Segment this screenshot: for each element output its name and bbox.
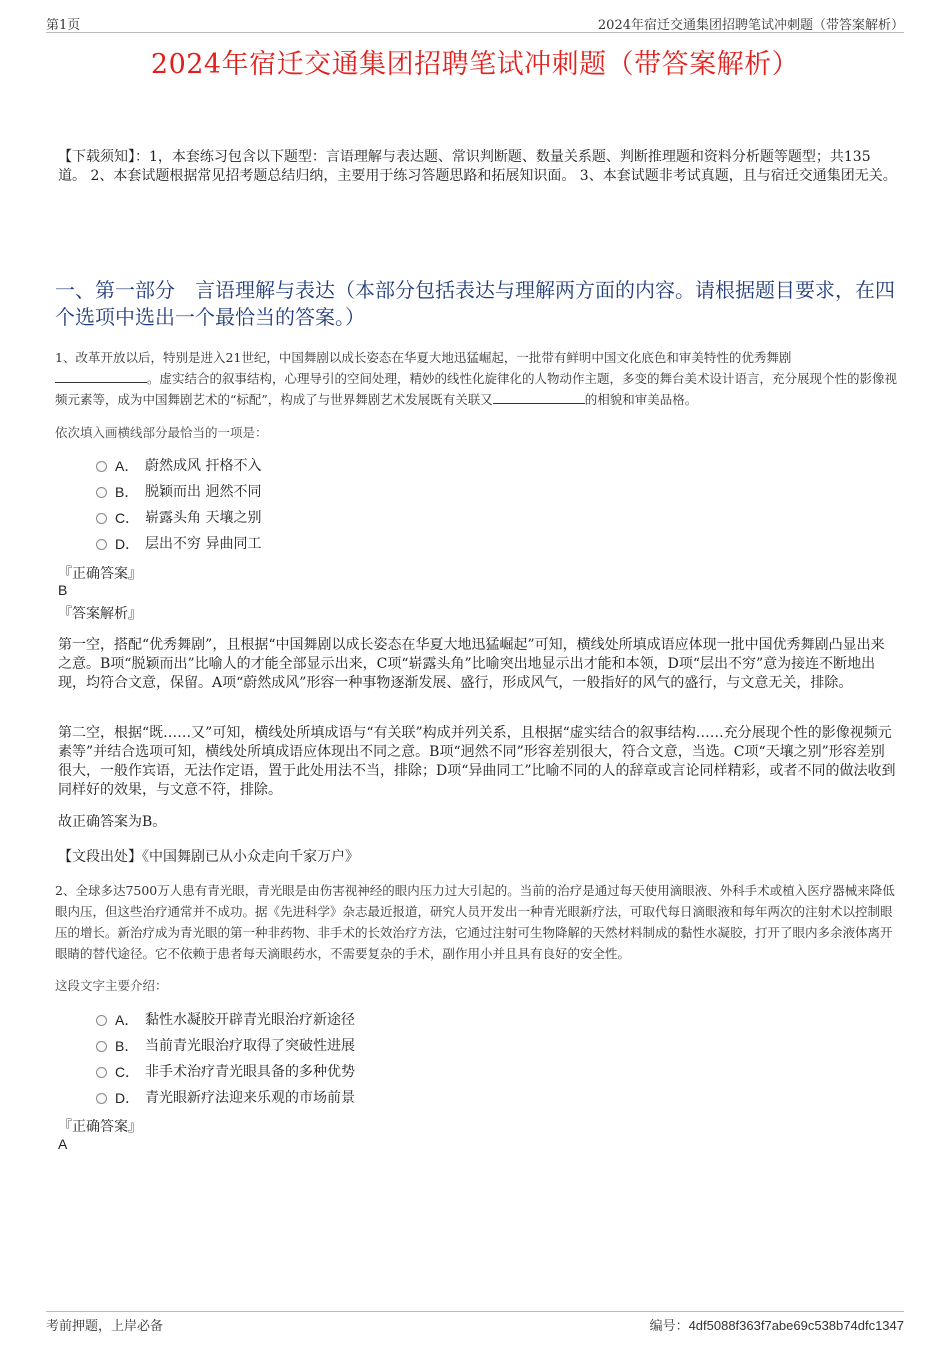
option-text: 非手术治疗青光眼具备的多种优势 xyxy=(145,1064,355,1080)
option-b[interactable] xyxy=(96,479,261,505)
correct-answer: A xyxy=(58,1136,68,1152)
option-key: B． xyxy=(115,484,139,500)
correct-answer-label: 『正确答案』 xyxy=(58,1119,142,1135)
analysis-paragraph-1: 第一空，搭配“优秀舞剧”，且根据“中国舞剧以成长姿态在华夏大地迅猛崛起”可知，横线处所填成语应体现一批中国优秀舞剧凸显出来之意。B项“脱颖而出”比喻人的才能全部显示出来，C项“崭露头角”比喻突出地显示出才能和本领，D项“层出不穷”意为接连不断地出现，均符合文意，保留。A项“蔚然成风”形容一种事物逐渐发展、盛行，形成风气，一般指好的风气的盛行，与文意无关，排除。 xyxy=(58,637,885,691)
option-text: 脱颖而出 迥然不同 xyxy=(145,484,262,500)
question-1-prompt: 依次填入画横线部分最恰当的一项是： xyxy=(55,425,268,440)
option-key: C． xyxy=(115,510,140,526)
document-title: 2024年宿迁交通集团招聘笔试冲刺题（带答案解析） xyxy=(150,49,800,80)
analysis-conclusion: 故正确答案为B。 xyxy=(58,814,167,830)
question-1-text-part3: 的相貌和审美品格。 xyxy=(584,392,698,407)
analysis-paragraph-2: 第二空，根据“既……又”可知，横线处所填成语与“有关联”构成并列关系，且根据“虚实结合的叙事结构……充分展现个性的影像视频元素等”并结合选项可知，横线处所填成语应体现出不同之意。B项“迥然不同”形容差别很大，符合文意，当选。C项“天壤之别”形容差别很大，一般作宾语，无法作定语，置于此处用法不当，排除；D项“异曲同工”比喻不同的人的辞章或言论同样精彩，或者不同的做法收到同样好的效果，与文意不符，排除。 xyxy=(58,725,896,798)
answer-blank xyxy=(55,369,147,383)
option-key: B． xyxy=(115,1038,139,1054)
radio-icon[interactable] xyxy=(96,1015,107,1026)
footer-serial: 编号：4df5088f363f7abe69c538b74dfc1347 xyxy=(649,1318,904,1333)
option-text: 当前青光眼治疗取得了突破性进展 xyxy=(145,1038,355,1054)
radio-icon[interactable] xyxy=(96,461,107,472)
correct-answer: B xyxy=(58,582,68,598)
question-2-prompt: 这段文字主要介绍： xyxy=(55,978,168,993)
option-key: C． xyxy=(115,1064,140,1080)
option-d[interactable] xyxy=(96,531,261,557)
option-key: D． xyxy=(115,536,140,552)
question-1-text xyxy=(55,347,903,410)
option-a[interactable] xyxy=(96,1007,355,1033)
option-key: D． xyxy=(115,1090,140,1106)
question-1-text-part1: 1、改革开放以后，特别是进入21世纪，中国舞剧以成长姿态在华夏大地迅猛崛起，一批带有鲜明中国文化底色和审美特性的优秀舞剧 xyxy=(55,350,792,365)
question-1-options xyxy=(96,453,261,557)
radio-icon[interactable] xyxy=(96,1093,107,1104)
option-text: 崭露头角 天壤之别 xyxy=(145,510,262,526)
page-header xyxy=(46,14,904,33)
radio-icon[interactable] xyxy=(96,487,107,498)
radio-icon[interactable] xyxy=(96,539,107,550)
option-text: 青光眼新疗法迎来乐观的市场前景 xyxy=(145,1090,355,1106)
option-d[interactable] xyxy=(96,1085,355,1111)
question-2-text: 2、全球多达7500万人患有青光眼，青光眼是由伤害视神经的眼内压力过大引起的。当前的治疗是通过每天使用滴眼液、外科手术或植入医疗器械来降低眼内压，但这些治疗通常并不成功。据《先进科学》杂志最近报道，研究人员开发出一种青光眼新疗法，可取代每日滴眼液和每年两次的注射术以控制眼压的增长。新治疗成为青光眼的第一种非药物、非手术的长效治疗方法，它通过注射可生物降解的天然材料制成的黏性水凝胶，打开了眼内多余液体离开眼睛的替代途径。它不依赖于患者每天滴眼药水，不需要复杂的手术，副作用小并且具有良好的安全性。 xyxy=(55,883,895,961)
section-title: 一、第一部分 言语理解与表达（本部分包括表达与理解两方面的内容。请根据题目要求，在四个选项中选出一个最恰当的答案。） xyxy=(55,278,895,329)
option-text: 黏性水凝胶开辟青光眼治疗新途径 xyxy=(145,1012,355,1028)
footer-slogan: 考前押题，上岸必备 xyxy=(46,1319,164,1334)
option-c[interactable] xyxy=(96,505,261,531)
option-text: 层出不穷 异曲同工 xyxy=(145,536,262,552)
page-footer xyxy=(46,1311,904,1334)
answer-blank xyxy=(493,390,585,404)
option-a[interactable] xyxy=(96,453,261,479)
correct-answer-label: 『正确答案』 xyxy=(58,566,142,582)
question-1-text-part2: 。虚实结合的叙事结构，心理导引的空间处理，精妙的线性化旋律化的人物动作主题，多变的舞台美术设计语言，充分展现个性的影像视频元素等，成为中国舞剧艺术的“标配”，构成了与世界舞剧艺术发展既有关联又 xyxy=(55,371,898,407)
header-doc-title: 2024年宿迁交通集团招聘笔试冲刺题（带答案解析） xyxy=(597,18,904,33)
radio-icon[interactable] xyxy=(96,513,107,524)
radio-icon[interactable] xyxy=(96,1041,107,1052)
option-b[interactable] xyxy=(96,1033,355,1059)
question-2-options xyxy=(96,1007,355,1111)
option-text: 蔚然成风 扞格不入 xyxy=(145,458,262,474)
option-key: A． xyxy=(115,1012,139,1028)
page-number: 第1页 xyxy=(46,18,81,33)
option-c[interactable] xyxy=(96,1059,355,1085)
option-key: A． xyxy=(115,458,139,474)
analysis-label: 『答案解析』 xyxy=(58,606,142,622)
source-citation: 【文段出处】《中国舞剧已从小众走向千家万户》 xyxy=(58,849,359,865)
download-notice: 【下载须知】：1，本套练习包含以下题型：言语理解与表达题、常识判断题、数量关系题、判断推理题和资料分析题等题型；共135道。 2、本套试题根据常见招考题总结归纳，主要用于练习答题思路和拓展知识面。 3、本套试题非考试真题，且与宿迁交通集团无关。 xyxy=(58,149,897,184)
radio-icon[interactable] xyxy=(96,1067,107,1078)
